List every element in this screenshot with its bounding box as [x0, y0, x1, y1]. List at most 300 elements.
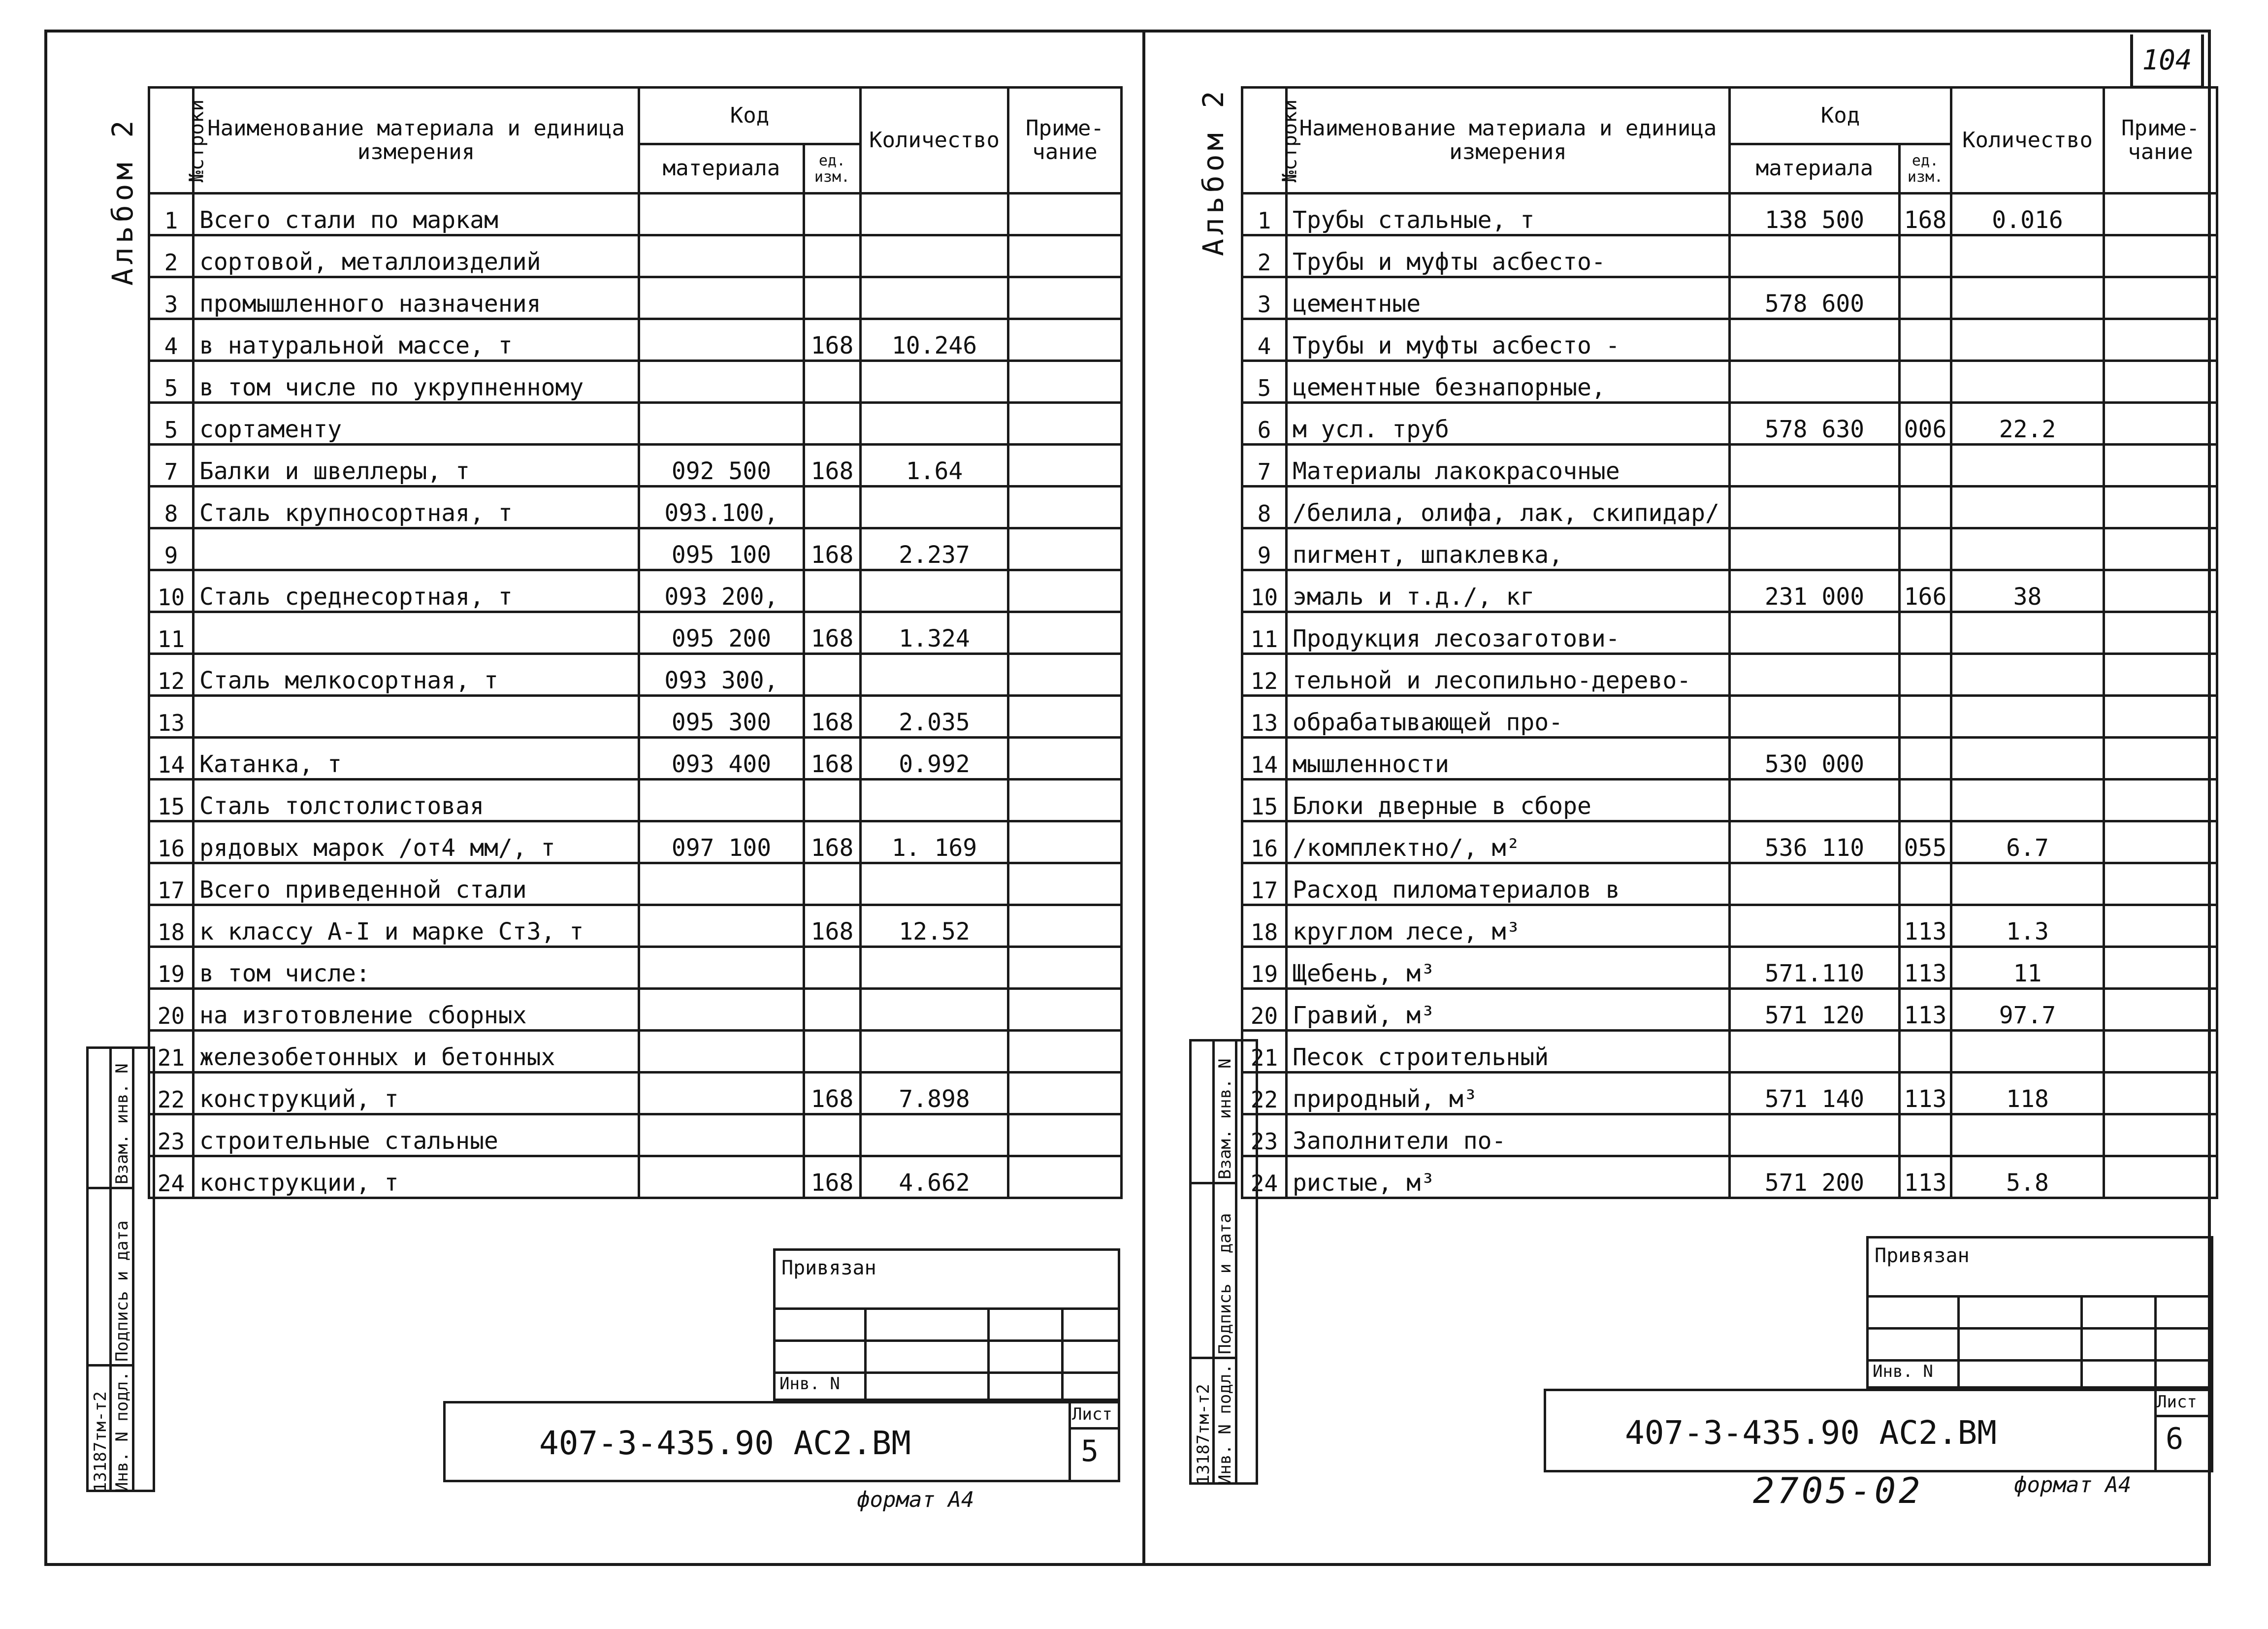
- unit-code: 168: [804, 905, 861, 947]
- table-row: [1242, 905, 2217, 947]
- table-row: [1242, 487, 2217, 528]
- right-title-block: [1544, 1389, 2213, 1472]
- material-name: Сталь мелкосортная, т: [194, 654, 639, 696]
- material-code: 093 300,: [639, 654, 804, 696]
- unit-code: [804, 654, 861, 696]
- quantity: [1951, 319, 2104, 361]
- quantity: 22.2: [1951, 403, 2104, 445]
- note: [2104, 403, 2217, 445]
- material-code: [639, 989, 804, 1031]
- unit-code: [804, 403, 861, 445]
- row-number: 14: [149, 738, 194, 780]
- right-list-number: 6: [2166, 1422, 2184, 1456]
- table-row: [149, 989, 1122, 1031]
- note: [1008, 989, 1122, 1031]
- material-name: Катанка, т: [194, 738, 639, 780]
- unit-code: 113: [1900, 989, 1951, 1031]
- material-name: эмаль и т.д./, кг: [1287, 570, 1730, 612]
- right-stamp-label: Привязан: [1875, 1244, 1970, 1267]
- table-row: [1242, 235, 2217, 277]
- material-code: 571 140: [1730, 1073, 1900, 1114]
- quantity: [1951, 487, 2104, 528]
- unit-code: 166: [1900, 570, 1951, 612]
- unit-code: [804, 780, 861, 821]
- note: [2104, 947, 2217, 989]
- row-number: 11: [1242, 612, 1287, 654]
- quantity: 118: [1951, 1073, 2104, 1114]
- header-quantity: Количество: [1951, 88, 2104, 194]
- row-number: 2: [149, 235, 194, 277]
- material-code: [1730, 654, 1900, 696]
- material-name: в том числе:: [194, 947, 639, 989]
- note: [1008, 194, 1122, 235]
- table-row: [149, 1031, 1122, 1073]
- unit-code: 055: [1900, 821, 1951, 863]
- note: [1008, 570, 1122, 612]
- material-code: 231 000: [1730, 570, 1900, 612]
- note: [1008, 1073, 1122, 1114]
- quantity: [861, 989, 1008, 1031]
- unit-code: [1900, 361, 1951, 403]
- table-row: [1242, 445, 2217, 487]
- unit-code: [1900, 863, 1951, 905]
- quantity: 97.7: [1951, 989, 2104, 1031]
- row-number: 15: [149, 780, 194, 821]
- unit-code: [804, 277, 861, 319]
- unit-code: 168: [804, 738, 861, 780]
- table-row: [1242, 738, 2217, 780]
- unit-code: [804, 989, 861, 1031]
- row-number: 15: [1242, 780, 1287, 821]
- material-code: 578 630: [1730, 403, 1900, 445]
- material-code: [1730, 1031, 1900, 1073]
- note: [2104, 821, 2217, 863]
- note: [1008, 528, 1122, 570]
- note: [1008, 947, 1122, 989]
- table-row: [1242, 612, 2217, 654]
- row-number: 10: [149, 570, 194, 612]
- note: [1008, 738, 1122, 780]
- material-name: промышленного назначения: [194, 277, 639, 319]
- table-row: [149, 570, 1122, 612]
- note: [1008, 821, 1122, 863]
- material-code: [639, 277, 804, 319]
- left-side-number: 13187тм-т2: [91, 1391, 110, 1492]
- unit-code: 168: [1900, 194, 1951, 235]
- unit-code: [1900, 780, 1951, 821]
- left-side-label-3: Взам. инв. N: [112, 1063, 132, 1184]
- table-row: [1242, 863, 2217, 905]
- unit-code: [804, 1031, 861, 1073]
- row-number: 5: [149, 361, 194, 403]
- material-name: в натуральной массе, т: [194, 319, 639, 361]
- unit-code: [1900, 1114, 1951, 1156]
- left-format-note: формат А4: [857, 1487, 974, 1512]
- right-spec-table: [1241, 86, 2218, 1199]
- quantity: [861, 277, 1008, 319]
- material-name: природный, м³: [1287, 1073, 1730, 1114]
- quantity: 0.992: [861, 738, 1008, 780]
- material-code: [639, 1156, 804, 1198]
- quantity: [1951, 528, 2104, 570]
- material-code: [1730, 528, 1900, 570]
- material-code: [1730, 612, 1900, 654]
- left-binding-stamp: [773, 1248, 1120, 1401]
- note: [1008, 1114, 1122, 1156]
- header-name: Наименование материала и единица измерения: [1287, 88, 1730, 194]
- material-code: [639, 361, 804, 403]
- quantity: [861, 403, 1008, 445]
- unit-code: [1900, 1031, 1951, 1073]
- header-quantity: Количество: [861, 88, 1008, 194]
- note: [2104, 1156, 2217, 1198]
- unit-code: [804, 487, 861, 528]
- table-row: [149, 780, 1122, 821]
- material-name: Всего стали по маркам: [194, 194, 639, 235]
- row-number: 6: [1242, 403, 1287, 445]
- row-number: 16: [149, 821, 194, 863]
- right-doc-code: 407-3-435.90 АС2.ВМ: [1625, 1414, 1997, 1452]
- right-side-stamp: [1189, 1039, 1258, 1485]
- row-number: 3: [1242, 277, 1287, 319]
- row-number: 21: [149, 1031, 194, 1073]
- left-side-label-1: Инв. N подл.: [112, 1371, 132, 1492]
- row-number: 5: [1242, 361, 1287, 403]
- material-name: [194, 696, 639, 738]
- table-row: [149, 947, 1122, 989]
- note: [2104, 277, 2217, 319]
- quantity: 38: [1951, 570, 2104, 612]
- left-side-stamp: [86, 1046, 155, 1492]
- right-side-number: 13187тм-т2: [1194, 1384, 1213, 1485]
- row-number: 24: [1242, 1156, 1287, 1198]
- quantity: 7.898: [861, 1073, 1008, 1114]
- material-code: [1730, 905, 1900, 947]
- table-row: [1242, 570, 2217, 612]
- quantity: [861, 570, 1008, 612]
- material-code: [1730, 445, 1900, 487]
- quantity: [1951, 738, 2104, 780]
- album-label-left: Альбом 2: [106, 116, 139, 286]
- row-number: 18: [149, 905, 194, 947]
- material-name: обрабатывающей про-: [1287, 696, 1730, 738]
- unit-code: 113: [1900, 947, 1951, 989]
- quantity: 2.035: [861, 696, 1008, 738]
- table-row: [149, 445, 1122, 487]
- unit-code: 006: [1900, 403, 1951, 445]
- material-name: Материалы лакокрасочные: [1287, 445, 1730, 487]
- row-number: 22: [149, 1073, 194, 1114]
- right-page: [1241, 86, 2218, 1199]
- material-name: Всего приведенной стали: [194, 863, 639, 905]
- material-code: [639, 863, 804, 905]
- material-code: [1730, 319, 1900, 361]
- row-number: 9: [149, 528, 194, 570]
- note: [2104, 780, 2217, 821]
- table-row: [1242, 1156, 2217, 1198]
- row-number: 12: [149, 654, 194, 696]
- material-name: железобетонных и бетонных: [194, 1031, 639, 1073]
- quantity: [1951, 863, 2104, 905]
- material-name: тельной и лесопильно-дерево-: [1287, 654, 1730, 696]
- row-number: 3: [149, 277, 194, 319]
- material-name: Расход пиломатериалов в: [1287, 863, 1730, 905]
- material-name: Гравий, м³: [1287, 989, 1730, 1031]
- note: [2104, 570, 2217, 612]
- album-label-right: Альбом 2: [1197, 87, 1230, 256]
- table-row: [149, 487, 1122, 528]
- row-number: 4: [1242, 319, 1287, 361]
- quantity: 4.662: [861, 1156, 1008, 1198]
- table-row: [1242, 361, 2217, 403]
- quantity: [1951, 612, 2104, 654]
- quantity: [1951, 277, 2104, 319]
- row-number: 18: [1242, 905, 1287, 947]
- row-number: 20: [1242, 989, 1287, 1031]
- material-name: сортовой, металлоизделий: [194, 235, 639, 277]
- material-code: [1730, 1114, 1900, 1156]
- unit-code: 168: [804, 612, 861, 654]
- material-name: Щебень, м³: [1287, 947, 1730, 989]
- material-code: 095 200: [639, 612, 804, 654]
- material-name: Блоки дверные в сборе: [1287, 780, 1730, 821]
- note: [2104, 528, 2217, 570]
- left-title-block: [443, 1401, 1120, 1482]
- material-name: Трубы стальные, т: [1287, 194, 1730, 235]
- quantity: 6.7: [1951, 821, 2104, 863]
- unit-code: 113: [1900, 1156, 1951, 1198]
- table-row: [149, 1114, 1122, 1156]
- row-number: 24: [149, 1156, 194, 1198]
- quantity: [1951, 1031, 2104, 1073]
- left-doc-code: 407-3-435.90 АС2.ВМ: [539, 1424, 911, 1462]
- table-row: [1242, 403, 2217, 445]
- quantity: [861, 654, 1008, 696]
- quantity: [1951, 1114, 2104, 1156]
- material-name: [194, 528, 639, 570]
- quantity: [861, 1114, 1008, 1156]
- table-row: [149, 361, 1122, 403]
- quantity: 10.246: [861, 319, 1008, 361]
- material-name: конструкций, т: [194, 1073, 639, 1114]
- unit-code: [1900, 445, 1951, 487]
- unit-code: 113: [1900, 905, 1951, 947]
- unit-code: [804, 570, 861, 612]
- note: [2104, 361, 2217, 403]
- material-name: [194, 612, 639, 654]
- material-name: мышленности: [1287, 738, 1730, 780]
- left-page: [148, 86, 1123, 1199]
- table-row: [1242, 947, 2217, 989]
- note: [1008, 780, 1122, 821]
- note: [1008, 905, 1122, 947]
- quantity: [861, 194, 1008, 235]
- note: [2104, 487, 2217, 528]
- note: [1008, 1031, 1122, 1073]
- right-binding-stamp: [1866, 1236, 2213, 1389]
- material-code: 138 500: [1730, 194, 1900, 235]
- unit-code: 168: [804, 696, 861, 738]
- header-name: Наименование материала и единица измерения: [194, 88, 639, 194]
- table-row: [1242, 194, 2217, 235]
- table-row: [1242, 1073, 2217, 1114]
- unit-code: [1900, 277, 1951, 319]
- material-code: [639, 319, 804, 361]
- material-code: 571 200: [1730, 1156, 1900, 1198]
- table-row: [1242, 821, 2217, 863]
- material-code: 536 110: [1730, 821, 1900, 863]
- row-number: 16: [1242, 821, 1287, 863]
- material-name: Трубы и муфты асбесто-: [1287, 235, 1730, 277]
- row-number: 4: [149, 319, 194, 361]
- material-name: цементные безнапорные,: [1287, 361, 1730, 403]
- header-row-no: №строки: [1242, 88, 1287, 194]
- table-row: [1242, 277, 2217, 319]
- material-code: [639, 1114, 804, 1156]
- row-number: 7: [1242, 445, 1287, 487]
- note: [2104, 445, 2217, 487]
- sheet-number: 104: [2130, 34, 2204, 89]
- left-spec-table: [148, 86, 1123, 1199]
- unit-code: [804, 235, 861, 277]
- material-code: [1730, 780, 1900, 821]
- material-name: строительные стальные: [194, 1114, 639, 1156]
- quantity: 1. 169: [861, 821, 1008, 863]
- quantity: [861, 863, 1008, 905]
- note: [2104, 235, 2217, 277]
- row-number: 11: [149, 612, 194, 654]
- header-code-material: материала: [639, 144, 804, 194]
- table-row: [1242, 1114, 2217, 1156]
- table-row: [1242, 319, 2217, 361]
- note: [2104, 1073, 2217, 1114]
- note: [2104, 612, 2217, 654]
- table-row: [1242, 528, 2217, 570]
- material-code: [1730, 361, 1900, 403]
- right-format-note: формат А4: [2014, 1472, 2132, 1498]
- table-row: [149, 235, 1122, 277]
- row-number: 12: [1242, 654, 1287, 696]
- material-code: 571 120: [1730, 989, 1900, 1031]
- header-note: Приме- чание: [2104, 88, 2217, 194]
- material-name: Продукция лесозаготови-: [1287, 612, 1730, 654]
- table-row: [1242, 654, 2217, 696]
- row-number: 17: [1242, 863, 1287, 905]
- table-row: [149, 194, 1122, 235]
- material-code: [639, 947, 804, 989]
- unit-code: [804, 194, 861, 235]
- quantity: [861, 361, 1008, 403]
- material-name: к классу А-I и марке Ст3, т: [194, 905, 639, 947]
- table-row: [149, 696, 1122, 738]
- material-code: [639, 905, 804, 947]
- unit-code: 113: [1900, 1073, 1951, 1114]
- material-name: Трубы и муфты асбесто -: [1287, 319, 1730, 361]
- row-number: 10: [1242, 570, 1287, 612]
- unit-code: 168: [804, 1073, 861, 1114]
- table-row: [149, 1156, 1122, 1198]
- row-number: 1: [149, 194, 194, 235]
- material-code: [1730, 863, 1900, 905]
- row-number: 17: [149, 863, 194, 905]
- material-name: м усл. труб: [1287, 403, 1730, 445]
- note: [2104, 1114, 2217, 1156]
- unit-code: 168: [804, 528, 861, 570]
- table-row: [149, 654, 1122, 696]
- material-name: Сталь среднесортная, т: [194, 570, 639, 612]
- material-code: 092 500: [639, 445, 804, 487]
- row-number: 8: [149, 487, 194, 528]
- quantity: [861, 1031, 1008, 1073]
- left-stamp-label: Привязан: [781, 1257, 876, 1279]
- material-code: 530 000: [1730, 738, 1900, 780]
- material-name: цементные: [1287, 277, 1730, 319]
- material-name: круглом лесе, м³: [1287, 905, 1730, 947]
- material-name: /белила, олифа, лак, скипидар/: [1287, 487, 1730, 528]
- quantity: [861, 780, 1008, 821]
- row-number: 14: [1242, 738, 1287, 780]
- material-name: Песок строительный: [1287, 1031, 1730, 1073]
- material-name: ристые, м³: [1287, 1156, 1730, 1198]
- quantity: 0.016: [1951, 194, 2104, 235]
- quantity: 2.237: [861, 528, 1008, 570]
- table-row: [149, 528, 1122, 570]
- table-row: [1242, 696, 2217, 738]
- unit-code: [1900, 528, 1951, 570]
- material-code: 097 100: [639, 821, 804, 863]
- quantity: [1951, 445, 2104, 487]
- unit-code: 168: [804, 319, 861, 361]
- unit-code: 168: [804, 445, 861, 487]
- handwritten-number: 2705-02: [1753, 1470, 1923, 1511]
- unit-code: 168: [804, 821, 861, 863]
- note: [1008, 863, 1122, 905]
- material-code: 093 400: [639, 738, 804, 780]
- left-inv-label: Инв. N: [779, 1374, 840, 1394]
- material-code: [639, 1031, 804, 1073]
- note: [2104, 738, 2217, 780]
- unit-code: 168: [804, 1156, 861, 1198]
- quantity: 1.324: [861, 612, 1008, 654]
- material-code: [639, 235, 804, 277]
- note: [1008, 235, 1122, 277]
- row-number: 7: [149, 445, 194, 487]
- table-row: [149, 319, 1122, 361]
- header-code-unit: ед. изм.: [1900, 144, 1951, 194]
- quantity: [1951, 696, 2104, 738]
- row-number: 5: [149, 403, 194, 445]
- header-code: Код: [1730, 88, 1951, 144]
- note: [2104, 989, 2217, 1031]
- header-code: Код: [639, 88, 861, 144]
- row-number: 2: [1242, 235, 1287, 277]
- material-code: [639, 194, 804, 235]
- material-code: 571.110: [1730, 947, 1900, 989]
- left-list-number: 5: [1081, 1434, 1099, 1468]
- note: [1008, 654, 1122, 696]
- row-number: 20: [149, 989, 194, 1031]
- right-list-label: Лист: [2157, 1392, 2197, 1412]
- header-code-material: материала: [1730, 144, 1900, 194]
- header-row-no: №строки: [149, 88, 194, 194]
- right-side-label-2: Подпись и дата: [1215, 1213, 1235, 1354]
- unit-code: [804, 947, 861, 989]
- unit-code: [1900, 654, 1951, 696]
- unit-code: [804, 863, 861, 905]
- quantity: 5.8: [1951, 1156, 2104, 1198]
- material-name: /комплектно/, м²: [1287, 821, 1730, 863]
- material-name: Сталь толстолистовая: [194, 780, 639, 821]
